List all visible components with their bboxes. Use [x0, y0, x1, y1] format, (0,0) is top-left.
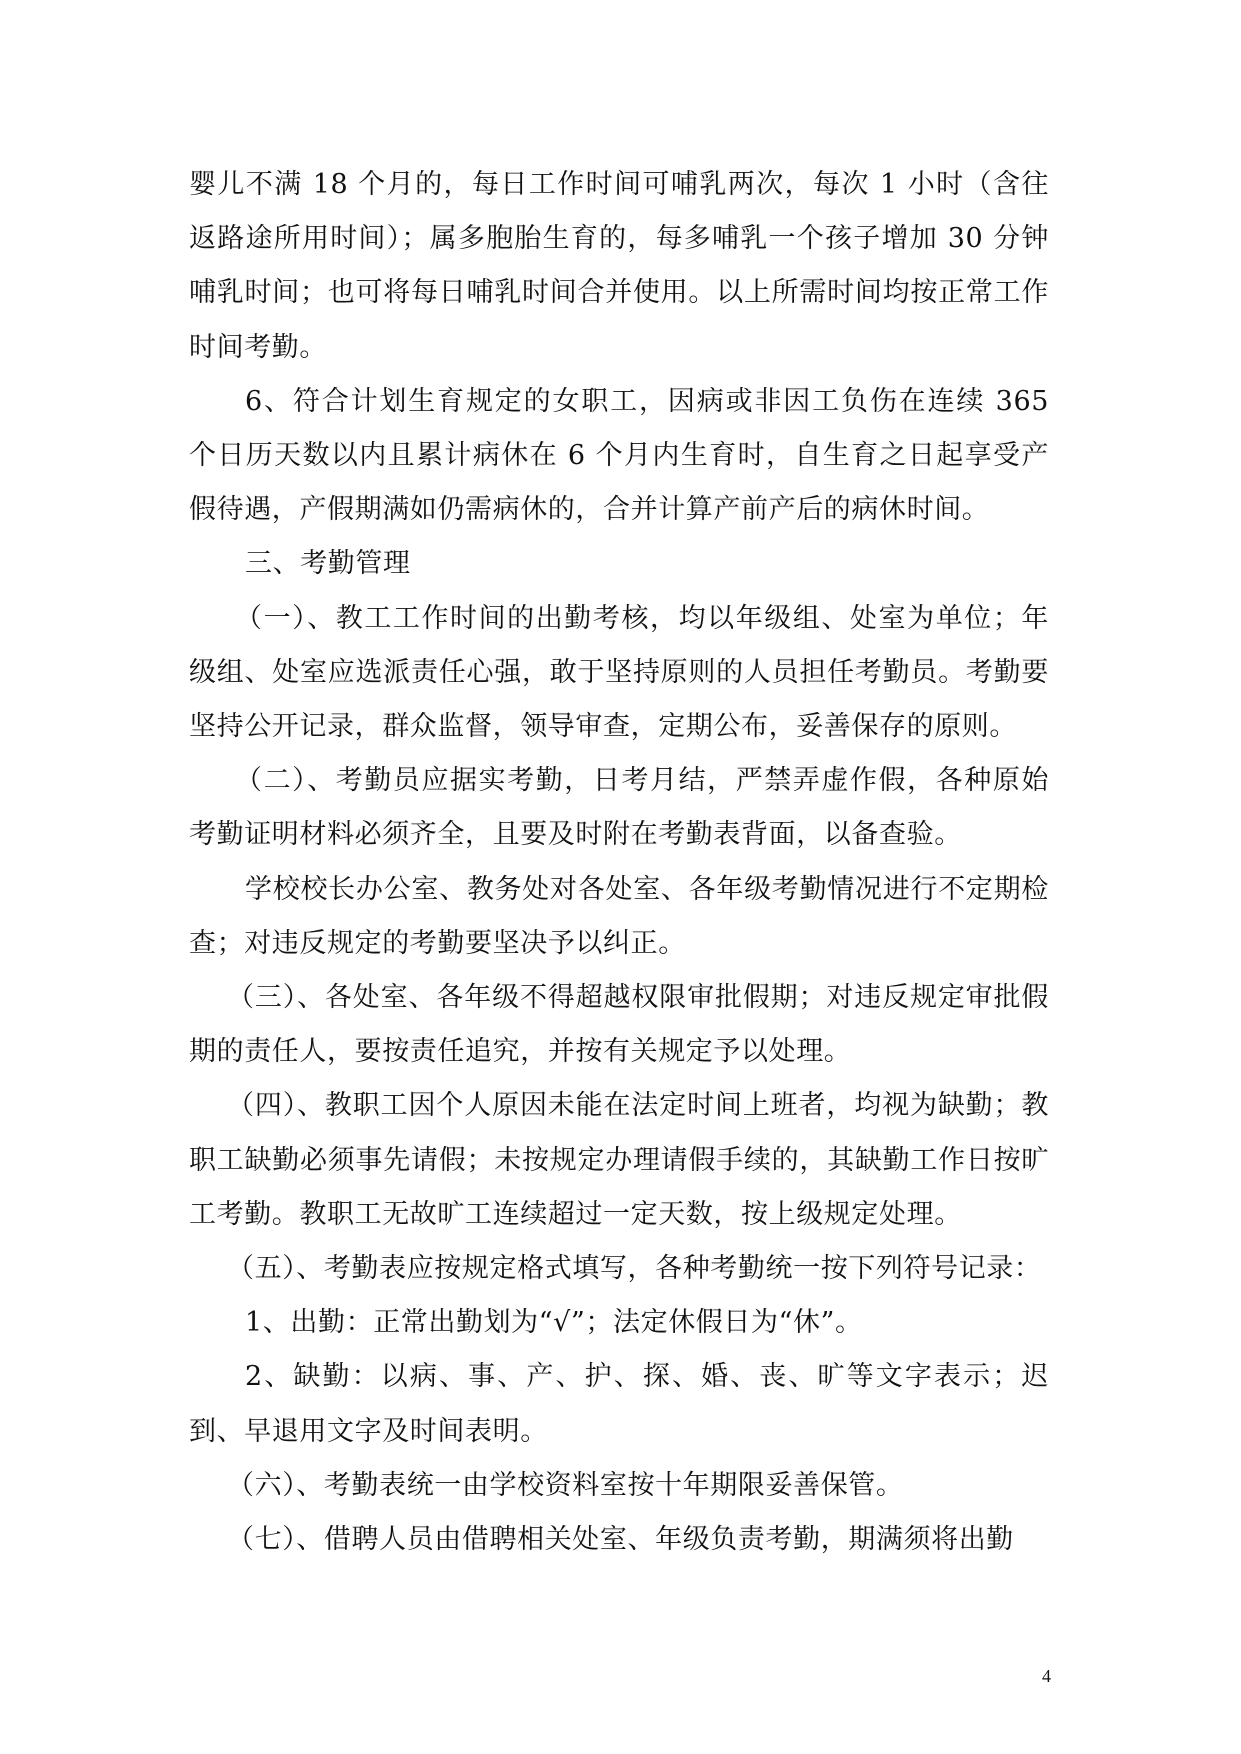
paragraph-item-4: （四）、教职工因个人原因未能在法定时间上班者，均视为缺勤；教职工缺勤必须事先请假；未按规定办理请假手续的，其缺勤工作日按旷工考勤。教职工无故旷工连续超过一定天数，按上级规定处理。 [189, 1090, 1049, 1230]
paragraph-item-2: （二）、考勤员应据实考勤，日考月结，严禁弄虚作假，各种原始考勤证明材料必须齐全，且要及时附在考勤表背面，以备查验。 [189, 765, 1049, 851]
paragraph-item-6: （六）、考勤表统一由学校资料室按十年期限妥善保管。 [227, 1469, 904, 1501]
paragraph-item-3: （三）、各处室、各年级不得超越权限审批假期；对违反规定审批假期的责任人，要按责任追究，并按有关规定予以处理。 [189, 982, 1049, 1068]
section-heading-attendance-management: 三、考勤管理 [245, 548, 411, 580]
paragraph-inspection: 学校校长办公室、教务处对各处室、各年级考勤情况进行不定期检查；对违反规定的考勤要坚决予以纠正。 [189, 873, 1049, 959]
paragraph-symbol-absence: 2、缺勤：以病、事、产、护、探、婚、丧、旷等文字表示；迟到、早退用文字及时间表明。 [189, 1361, 1049, 1447]
paragraph-symbol-attendance: 1、出勤：正常出勤划为“√”；法定休假日为“休”。 [245, 1307, 863, 1339]
paragraph-breastfeeding-time: 婴儿不满 18 个月的，每日工作时间可哺乳两次，每次 1 小时（含往返路途所用时间）；属多胞胎生育的，每多哺乳一个孩子增加 30 分钟哺乳时间；也可将每日哺乳时间合并使用。以上所需时间均按正常工作时间考勤。 [189, 169, 1049, 363]
document-body [189, 158, 1049, 1567]
paragraph-item-1: （一）、教工工作时间的出勤考核，均以年级组、处室为单位；年级组、处室应选派责任心强，敢于坚持原则的人员担任考勤员。考勤要坚持公开记录，群众监督，领导审查，定期公布，妥善保存的原则。 [189, 602, 1049, 743]
page-number: 4 [1042, 1666, 1051, 1686]
paragraph-item-5: （五）、考勤表应按规定格式填写，各种考勤统一按下列符号记录： [227, 1253, 1042, 1285]
paragraph-sick-leave-maternity: 6、符合计划生育规定的女职工，因病或非因工负伤在连续 365 个日历天数以内且累计病休在 6 个月内生育时，自生育之日起享受产假待遇，产假期满如仍需病休的，合并计算产前产后的病休时间。 [189, 385, 1049, 526]
paragraph-item-7: （七）、借聘人员由借聘相关处室、年级负责考勤，期满须将出勤 [227, 1524, 1014, 1556]
